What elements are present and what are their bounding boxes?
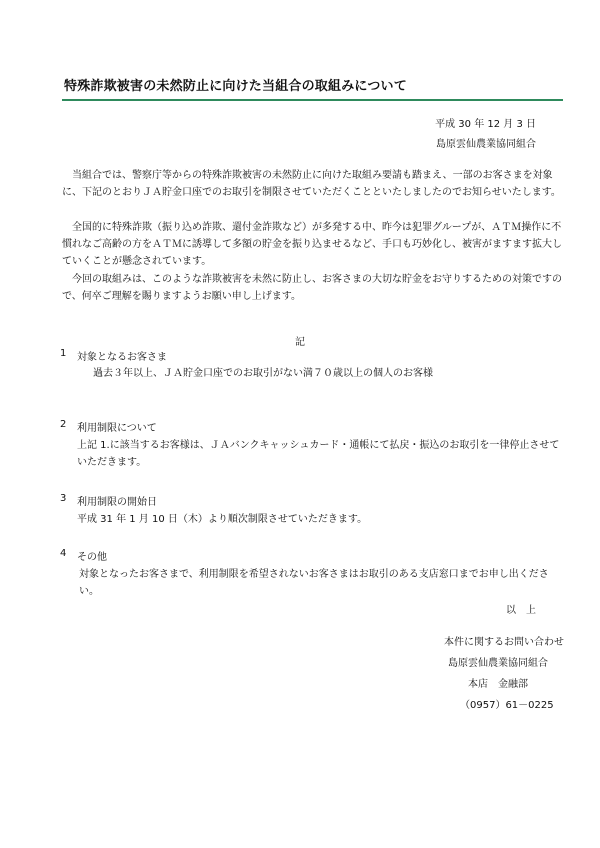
contact-dept: 本店 金融部 — [468, 679, 528, 690]
item-heading: 利用制限の開始日 — [77, 497, 157, 508]
ki-heading: 記 — [295, 337, 305, 348]
item-heading: 対象となるお客さま — [77, 352, 167, 363]
closing-mark: 以 上 — [506, 605, 536, 616]
contact-block — [420, 632, 564, 716]
item-heading: 利用制限について — [77, 423, 157, 434]
contact-org: 島原雲仙農業協同組合 — [448, 658, 548, 669]
document-title: 特殊詐欺被害の未然防止に向けた当組合の取組みについて — [64, 79, 407, 94]
item-heading: その他 — [77, 552, 107, 563]
item-body: 対象となったお客さまで、利用制限を希望されないお客さまはお取引のある支店窓口までお申し出ください。 — [79, 569, 549, 597]
item-number: 4 — [60, 548, 67, 559]
issue-date: 平成 30 年 12 月 3 日 — [435, 119, 536, 130]
item-number: 1 — [60, 348, 67, 359]
item-body: 過去３年以上、ＪＡ貯金口座でのお取引がない満７０歳以上の個人のお客様 — [93, 368, 433, 379]
item-number: 2 — [60, 419, 67, 430]
item-body: 上記 1.に該当するお客様は、ＪＡバンクキャッシュカード・通帳にて払戻・振込のお取引を一律停止させていただきます。 — [77, 440, 560, 468]
title-underline — [62, 99, 563, 101]
item-body: 平成 31 年 1 月 10 日（木）より順次制限させていただきます。 — [77, 514, 368, 525]
intro-paragraph-2: 全国的に特殊詐欺（振り込め詐欺、還付金詐欺など）が多発する中、昨今は犯罪グループが、ＡＴＭ操作に不慣れなご高齢の方をＡＴＭに誘導して多額の貯金を振り込ませるなど、手口も巧妙化し、被害がますます拡大していくことが懸念されています。 — [62, 222, 562, 267]
issuer-name: 島原雲仙農業協同組合 — [436, 139, 536, 150]
item-number: 3 — [60, 493, 67, 504]
intro-paragraph-1: 当組合では、警察庁等からの特殊詐欺被害の未然防止に向けた取組み要請も踏まえ、一部のお客さまを対象に、下記のとおりＪＡ貯金口座でのお取引を制限させていただくことといたしましたのでお知らせいたします。 — [62, 170, 561, 198]
intro-paragraph-3: 今回の取組みは、このような詐欺被害を未然に防止し、お客さまの大切な貯金をお守りするための対策ですので、何卒ご理解を賜りますようお願い申し上げます。 — [62, 274, 562, 302]
contact-heading: 本件に関するお問い合わせ — [444, 637, 564, 648]
contact-phone: （0957）61－0225 — [460, 700, 554, 711]
